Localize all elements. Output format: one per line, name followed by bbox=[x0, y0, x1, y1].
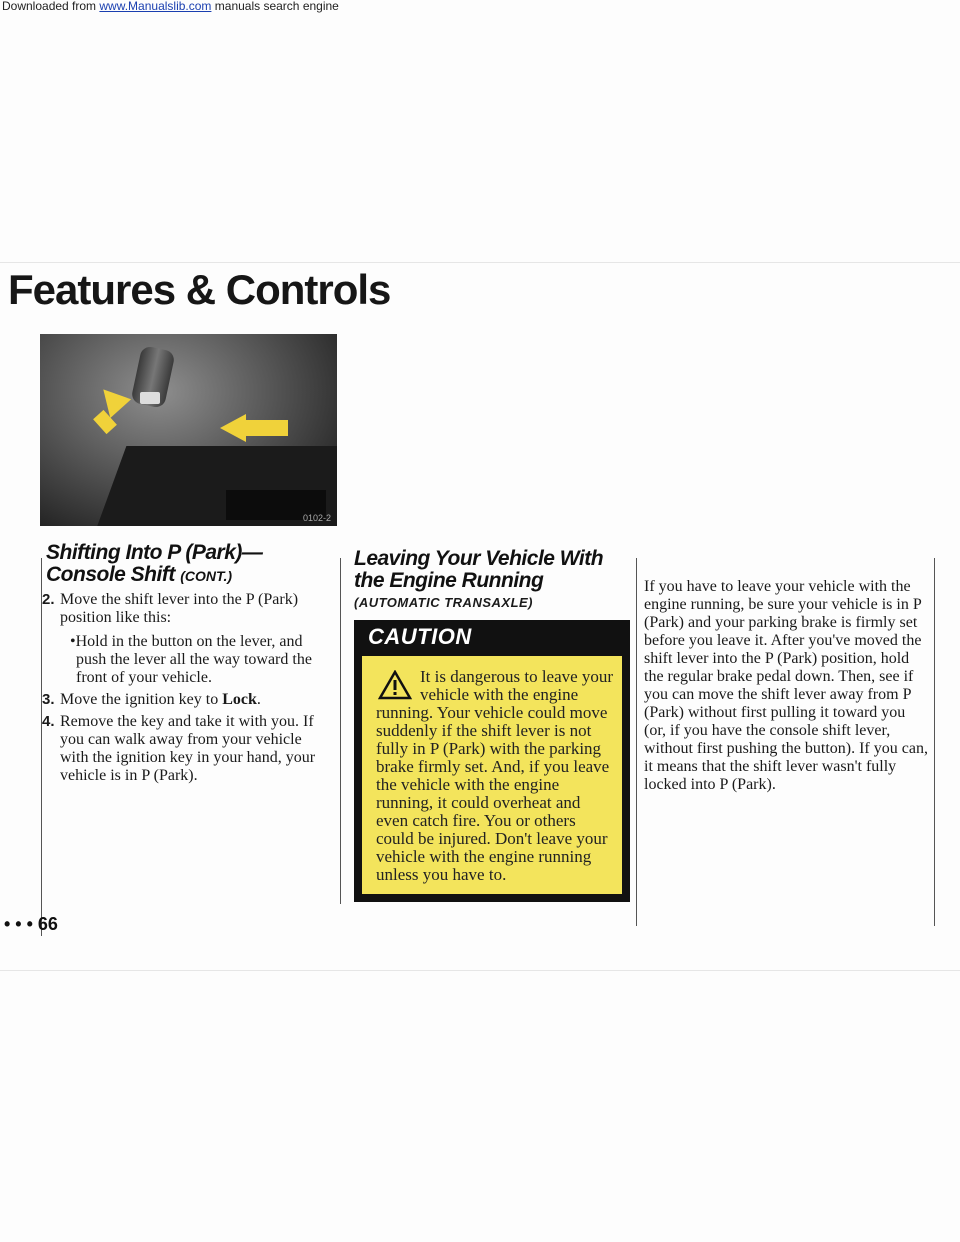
page-number: • • • 66 bbox=[4, 914, 58, 934]
photo-code: 0102-2 bbox=[302, 513, 331, 523]
column-rule-left bbox=[41, 558, 42, 936]
step-number: 3. bbox=[42, 691, 55, 708]
leaving-heading: Leaving Your Vehicle With the Engine Running bbox=[354, 547, 604, 592]
lever-button bbox=[140, 392, 160, 404]
push-button-arrow-icon bbox=[93, 380, 131, 418]
page-edge-top bbox=[0, 262, 960, 263]
page-edge-bottom bbox=[0, 970, 960, 971]
bullet-hold-button: •Hold in the button on the lever, and push the lever all the way toward the front of your vehicle. bbox=[70, 633, 312, 686]
column-shifting-into-park bbox=[42, 541, 332, 785]
step-4 bbox=[42, 713, 332, 785]
step-3 bbox=[42, 691, 332, 709]
caution-text: It is dangerous to leave your vehicle with the engine running. Your vehicle could move suddenly if the shift lever is not fully in P (Park) with the parking brake firmly set. And, if you leave the vehicle with the engine running, it could overheat and even catch fire. You or others could be injured. Don't leave your vehicle with the engine running unless you have to. bbox=[376, 667, 614, 884]
shifting-heading bbox=[46, 542, 332, 587]
download-banner bbox=[0, 0, 960, 13]
step-number: 2. bbox=[42, 591, 55, 608]
step-text-end: . bbox=[256, 691, 261, 708]
instruction-paragraph: If you have to leave your vehicle with the engine running, be sure your vehicle is in P (Park) and your parking brake is firmly set before you leave it. After you've moved the shift lever into the P (Park) position, hold the regular brake pedal down. Then, see if you can move the shift lever away from P (Park) without first pulling it toward you (or, if you have the console shift lever, without first pushing the button). If you can, it means that the shift lever wasn't fully locked into P (Park). bbox=[644, 578, 928, 793]
warning-triangle-icon bbox=[378, 670, 412, 700]
caution-body bbox=[362, 656, 622, 894]
bottom-band bbox=[0, 1232, 960, 1242]
column-rule-far-right bbox=[934, 558, 935, 926]
shift-lever-photo bbox=[40, 334, 337, 526]
forward-arrow-icon bbox=[220, 414, 246, 442]
shifting-heading-text: Shifting Into P (Park)—Console Shift bbox=[46, 541, 263, 586]
caution-box bbox=[354, 620, 630, 902]
step-text: Remove the key and take it with you. If you can walk away from your vehicle with the ignition key in your hand, your vehicle is in P (Park). bbox=[60, 713, 316, 784]
continued-label: (CONT.) bbox=[180, 568, 233, 584]
lock-keyword: Lock bbox=[222, 691, 257, 708]
section-title: Features & Controls bbox=[8, 266, 391, 313]
banner-suffix: manuals search engine bbox=[211, 0, 339, 13]
forward-arrow-stem bbox=[244, 420, 288, 436]
banner-prefix: Downloaded from bbox=[2, 0, 100, 13]
manualslib-link[interactable]: www.Manualslib.com bbox=[99, 0, 212, 13]
column-instructions bbox=[644, 578, 930, 794]
column-leaving-vehicle bbox=[354, 548, 626, 902]
column-rule-middle bbox=[340, 558, 341, 904]
caution-title: CAUTION bbox=[368, 624, 472, 649]
column-rule-right bbox=[636, 558, 637, 926]
step-text: Move the shift lever into the P (Park) position like this: bbox=[60, 591, 299, 626]
transaxle-note: (AUTOMATIC TRANSAXLE) bbox=[354, 595, 534, 610]
step-text: Move the ignition key to bbox=[60, 691, 223, 708]
step-2 bbox=[42, 591, 332, 627]
step-number: 4. bbox=[42, 713, 55, 730]
